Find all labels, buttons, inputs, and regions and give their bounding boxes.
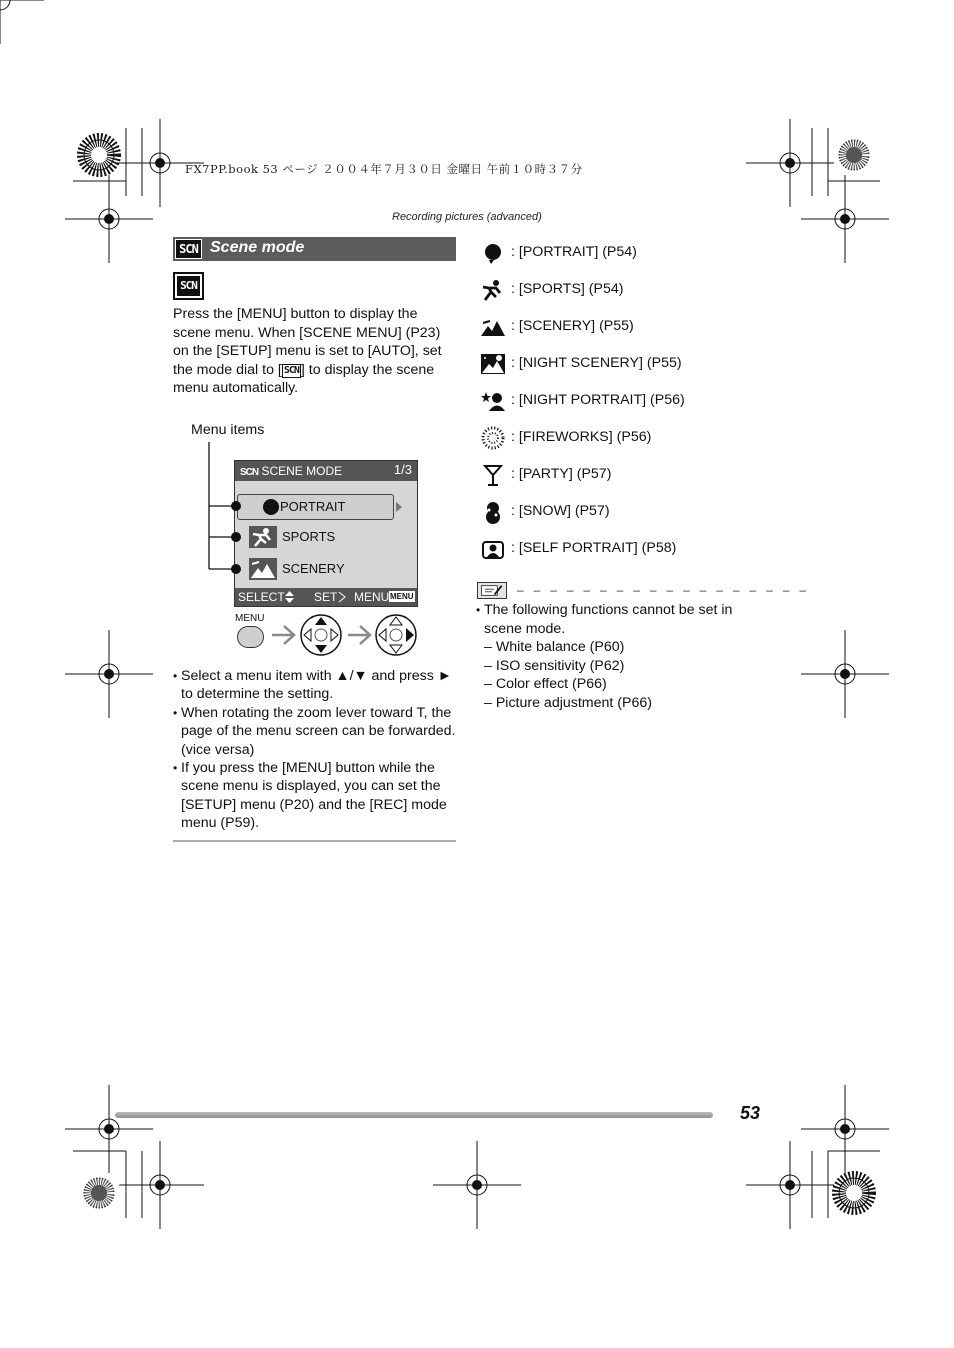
lcd-item-scenery: SCENERY bbox=[235, 556, 417, 582]
menu-items-label: Menu items bbox=[191, 422, 265, 438]
scenery-icon bbox=[480, 315, 506, 339]
callout-dots bbox=[228, 497, 244, 577]
cursor-pad-up bbox=[301, 615, 341, 655]
night-scenery-icon bbox=[480, 352, 506, 376]
section-title-bar bbox=[173, 237, 456, 261]
lcd-item-portrait: PORTRAIT bbox=[235, 494, 417, 520]
party-icon bbox=[480, 463, 506, 487]
note-icon bbox=[477, 582, 507, 599]
scenery-icon bbox=[249, 558, 277, 580]
sports-icon bbox=[249, 526, 277, 548]
menu-button bbox=[237, 626, 264, 648]
menu-button-label: MENU bbox=[235, 613, 265, 624]
bullet-item: • When rotating the zoom lever toward T, the page of the menu screen can be forwarded. (vice versa) bbox=[173, 704, 456, 759]
scn-dial-icon: SCN bbox=[173, 272, 204, 300]
print-info: FX7PP.book 53 ページ ２００４年７月３０日 金曜日 午前１０時３７分 bbox=[185, 162, 583, 176]
self-portrait-icon bbox=[480, 537, 506, 561]
lcd-header: SCN SCENE MODE 1/3 bbox=[235, 461, 417, 481]
notes-block bbox=[476, 601, 766, 713]
lcd-footer: SELECT SET MENU MENU bbox=[235, 588, 417, 606]
intro-paragraph: Press the [MENU] button to display the scene menu. When [SCENE MENU] (P23) on the [SETUP] menu is set to [AUTO], set the mode dial to [ SCN ] to display the scene menu automatically. bbox=[173, 306, 442, 397]
bullet-item: • Select a menu item with ▲/▼ and press ► to determine the setting. bbox=[173, 667, 456, 704]
sports-icon bbox=[480, 278, 506, 302]
scn-mode-icon: SCN bbox=[175, 239, 202, 259]
note-dashes: – – – – – – – – – – – – – – – – – – bbox=[517, 583, 810, 597]
section-title: Scene mode bbox=[210, 239, 305, 256]
note-item: – ISO sensitivity (P62) bbox=[484, 657, 625, 674]
page-indicator: 1/3 bbox=[393, 462, 412, 477]
set-arrow-icon bbox=[339, 592, 345, 602]
menu-badge-icon: MENU bbox=[390, 592, 414, 601]
scn-inline-icon: SCN bbox=[283, 364, 299, 376]
section-rule bbox=[173, 840, 456, 842]
footer-bar bbox=[115, 1112, 713, 1118]
note-item: – Color effect (P66) bbox=[484, 676, 607, 693]
lcd-item-sports: SPORTS bbox=[235, 524, 417, 550]
cursor-pad-right bbox=[376, 615, 416, 655]
snow-icon bbox=[480, 500, 506, 524]
fireworks-icon bbox=[480, 426, 506, 450]
button-sequence bbox=[268, 612, 424, 658]
bullet-item: • If you press the [MENU] button while the scene menu is displayed, you can set the [SETUP] menu (P20) and the [REC] mode menu (P59). bbox=[173, 759, 456, 833]
page-number: 53 bbox=[740, 1103, 761, 1123]
running-head: Recording pictures (advanced) bbox=[392, 211, 542, 223]
right-arrow-icon bbox=[395, 502, 403, 512]
note-item: – Picture adjustment (P66) bbox=[484, 694, 652, 711]
instructions-list bbox=[173, 667, 456, 833]
note-item: – White balance (P60) bbox=[484, 639, 625, 656]
night-portrait-icon bbox=[480, 389, 506, 413]
lcd-scene-menu bbox=[234, 460, 418, 607]
note-intro: • The following functions cannot be set in scene mode. bbox=[476, 601, 766, 638]
updown-arrow-icon bbox=[285, 591, 294, 603]
portrait-icon bbox=[480, 241, 506, 265]
